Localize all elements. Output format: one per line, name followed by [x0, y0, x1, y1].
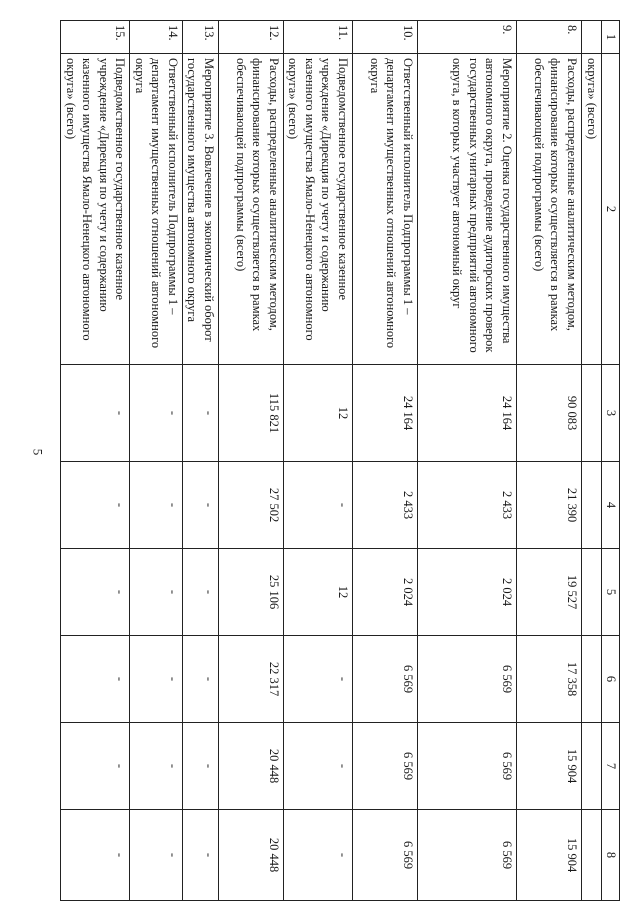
value-cell: - [284, 810, 353, 901]
value-cell: 20 448 [219, 810, 284, 901]
row-number: 15. [61, 21, 130, 54]
table-row [284, 21, 353, 901]
value-cell: 6 569 [418, 636, 517, 723]
budget-table [61, 20, 621, 901]
row-number: 8. [517, 21, 582, 54]
value-cell: 25 106 [219, 549, 284, 636]
row-number: 10. [353, 21, 418, 54]
column-header: 7 [602, 723, 620, 810]
row-number: 9. [418, 21, 517, 54]
value-cell: - [183, 723, 219, 810]
value-cell: - [61, 810, 130, 901]
rotated-page [64, 20, 620, 900]
value-cell: - [183, 549, 219, 636]
table-row [353, 21, 418, 901]
row-name: Подведомственное государственное казенное учреждение «Дирекция по учету и содержанию казенного имущества Ямало-Ненецкого автономного округа» (всего) [284, 54, 353, 365]
value-cell: 6 569 [418, 810, 517, 901]
value-cell: 19 527 [517, 549, 582, 636]
value-cell: 15 904 [517, 723, 582, 810]
value-cell: 17 358 [517, 636, 582, 723]
value-cell: - [183, 810, 219, 901]
table-row [517, 21, 582, 901]
value-cell: 21 390 [517, 462, 582, 549]
value-cell: 24 164 [353, 365, 418, 462]
row-name: округа» (всего) [582, 54, 602, 365]
value-cell: 6 569 [353, 636, 418, 723]
value-cell: 2 024 [418, 549, 517, 636]
header-row [602, 21, 620, 901]
column-header: 1 [602, 21, 620, 54]
value-cell: 12 [284, 365, 353, 462]
value-cell: 6 569 [353, 810, 418, 901]
value-cell: - [183, 365, 219, 462]
value-cell: - [61, 723, 130, 810]
value-cell [582, 810, 602, 901]
table-row [61, 21, 130, 901]
column-header: 8 [602, 810, 620, 901]
value-cell: 115 821 [219, 365, 284, 462]
value-cell: 20 448 [219, 723, 284, 810]
table-row [582, 21, 602, 901]
row-name: Ответственный исполнитель Подпрограммы 1 – департамент имущественных отношений автономного округа [353, 54, 418, 365]
value-cell: - [284, 636, 353, 723]
row-name: Мероприятие 3. Вовлечение в экономический оборот государственного имущества автономного округа [183, 54, 219, 365]
value-cell: - [130, 810, 183, 901]
value-cell: 15 904 [517, 810, 582, 901]
row-number [582, 21, 602, 54]
value-cell: - [284, 462, 353, 549]
value-cell [582, 549, 602, 636]
value-cell: - [61, 462, 130, 549]
table-row [418, 21, 517, 901]
row-name: Ответственный исполнитель Подпрограммы 1 – департамент имущественных отношений автономного округа [130, 54, 183, 365]
row-number: 12. [219, 21, 284, 54]
value-cell: 6 569 [353, 723, 418, 810]
value-cell [582, 636, 602, 723]
value-cell [582, 723, 602, 810]
value-cell: 2 433 [418, 462, 517, 549]
value-cell: 2 433 [353, 462, 418, 549]
value-cell: - [130, 723, 183, 810]
row-name: Расходы, распределенные аналитическим методом, финансирование которых осуществляется в рамках обеспечивающей подпрограммы (всего) [219, 54, 284, 365]
value-cell: - [130, 549, 183, 636]
value-cell: - [130, 636, 183, 723]
page-number: 5 [30, 448, 46, 456]
value-cell: - [130, 365, 183, 462]
column-header: 2 [602, 54, 620, 365]
value-cell: 12 [284, 549, 353, 636]
row-name: Мероприятие 2. Оценка государственного имущества автономного округа, проведение аудиторских проверок государственных унитарных предприятий автономного округа, в которых участвует автономный округ [418, 54, 517, 365]
value-cell [582, 365, 602, 462]
value-cell: - [183, 462, 219, 549]
column-header: 4 [602, 462, 620, 549]
row-number: 11. [284, 21, 353, 54]
table-row [219, 21, 284, 901]
value-cell: - [61, 636, 130, 723]
value-cell: 90 083 [517, 365, 582, 462]
column-header: 6 [602, 636, 620, 723]
value-cell: - [284, 723, 353, 810]
column-header: 3 [602, 365, 620, 462]
row-number: 13. [183, 21, 219, 54]
value-cell: - [183, 636, 219, 723]
row-name: Подведомственное государственное казенное учреждение «Дирекция по учету и содержанию казенного имущества Ямало-Ненецкого автономного округа» (всего) [61, 54, 130, 365]
value-cell: 27 502 [219, 462, 284, 549]
value-cell: - [61, 549, 130, 636]
value-cell [582, 462, 602, 549]
value-cell: 24 164 [418, 365, 517, 462]
value-cell: 22 317 [219, 636, 284, 723]
column-header: 5 [602, 549, 620, 636]
value-cell: - [130, 462, 183, 549]
row-name: Расходы, распределенные аналитическим методом, финансирование которых осуществляется в рамках обеспечивающей подпрограммы (всего) [517, 54, 582, 365]
value-cell: 6 569 [418, 723, 517, 810]
value-cell: 2 024 [353, 549, 418, 636]
table-row [183, 21, 219, 901]
value-cell: - [61, 365, 130, 462]
table-row [130, 21, 183, 901]
row-number: 14. [130, 21, 183, 54]
